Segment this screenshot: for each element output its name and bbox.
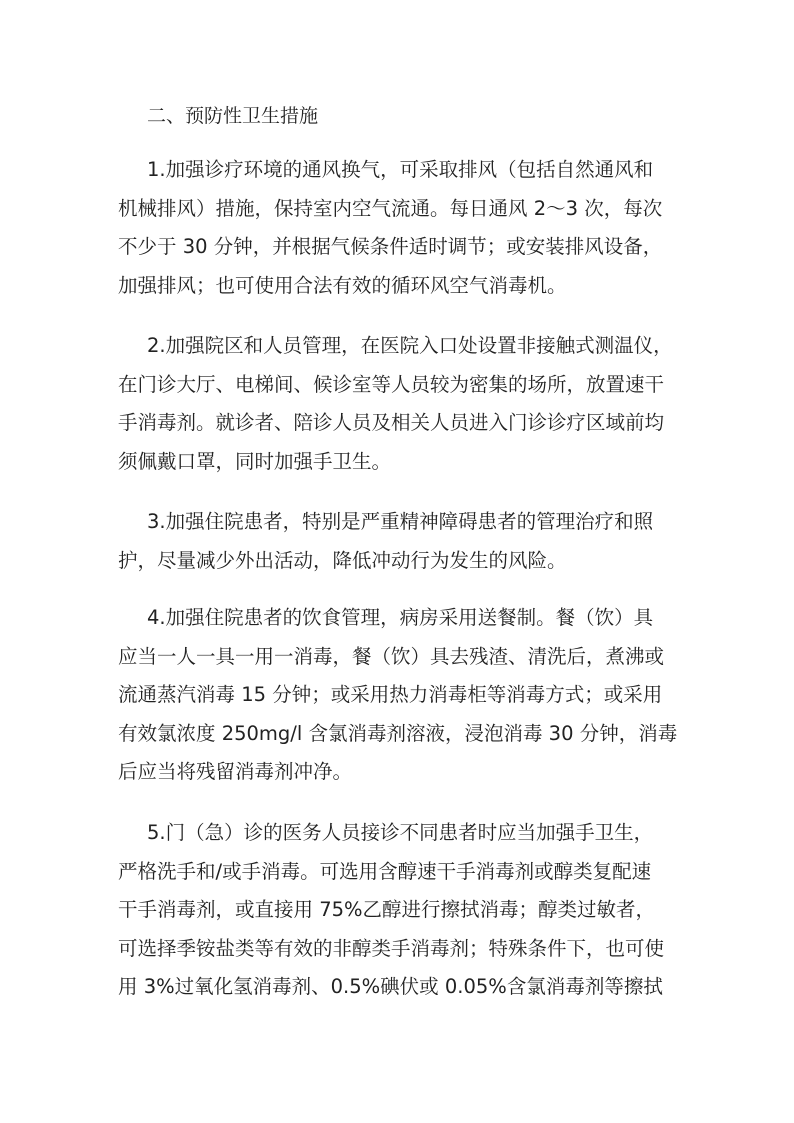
paragraph-line: 机械排风）措施，保持室内空气流通。每日通风 2～3 次，每次 — [118, 196, 663, 220]
paragraph-line: 可选择季铵盐类等有效的非醇类手消毒剂；特殊条件下，也可使 — [118, 936, 665, 960]
paragraph-5 — [118, 814, 688, 1007]
paragraph-line: 有效氯浓度 250mg/l 含氯消毒剂溶液，浸泡消毒 30 分钟，消毒 — [118, 721, 678, 745]
paragraph-line: 用 3%过氧化氢消毒剂、0.5%碘伏或 0.05%含氯消毒剂等擦拭 — [118, 975, 663, 998]
paragraph-2 — [118, 327, 688, 481]
paragraph-line: 加强排风；也可使用合法有效的循环风空气消毒机。 — [118, 273, 567, 297]
paragraph-line: 5.门（急）诊的医务人员接诊不同患者时应当加强手卫生， — [147, 821, 654, 844]
paragraph-line: 不少于 30 分钟，并根据气候条件适时调节；或安装排风设备， — [118, 235, 663, 258]
paragraph-line: 干手消毒剂，或直接用 75%乙醇进行擦拭消毒；醇类过敏者， — [118, 898, 656, 921]
paragraph-line: 须佩戴口罩，同时加强手卫生。 — [118, 449, 392, 473]
paragraph-line: 手消毒剂。就诊者、陪诊人员及相关人员进入门诊诊疗区域前均 — [118, 411, 665, 434]
paragraph-line: 3.加强住院患者，特别是严重精神障碍患者的管理治疗和照 — [147, 510, 654, 533]
paragraph-line: 护，尽量减少外出活动，降低冲动行为发生的风险。 — [118, 548, 567, 572]
paragraph-line: 4.加强住院患者的饮食管理，病房采用送餐制。餐（饮）具 — [147, 606, 654, 629]
section-heading: 二、预防性卫生措施 — [147, 105, 319, 127]
paragraph-line: 2.加强院区和人员管理，在医院入口处设置非接触式测温仪， — [147, 334, 673, 357]
paragraph-line: 1.加强诊疗环境的通风换气，可采取排风（包括自然通风和 — [147, 158, 654, 181]
paragraph-line: 严格洗手和/或手消毒。可选用含醇速干手消毒剂或醇类复配速 — [118, 859, 652, 883]
paragraph-line: 应当一人一具一用一消毒，餐（饮）具去残渣、清洗后，煮沸或 — [118, 644, 665, 668]
paragraph-line: 在门诊大厅、电梯间、候诊室等人员较为密集的场所，放置速干 — [118, 372, 665, 396]
paragraph-3 — [118, 503, 688, 580]
paragraph-line: 流通蒸汽消毒 15 分钟；或采用热力消毒柜等消毒方式；或采用 — [118, 683, 663, 706]
paragraph-line: 后应当将残留消毒剂冲净。 — [118, 760, 353, 783]
paragraph-1 — [118, 151, 688, 305]
paragraph-4 — [118, 599, 688, 792]
